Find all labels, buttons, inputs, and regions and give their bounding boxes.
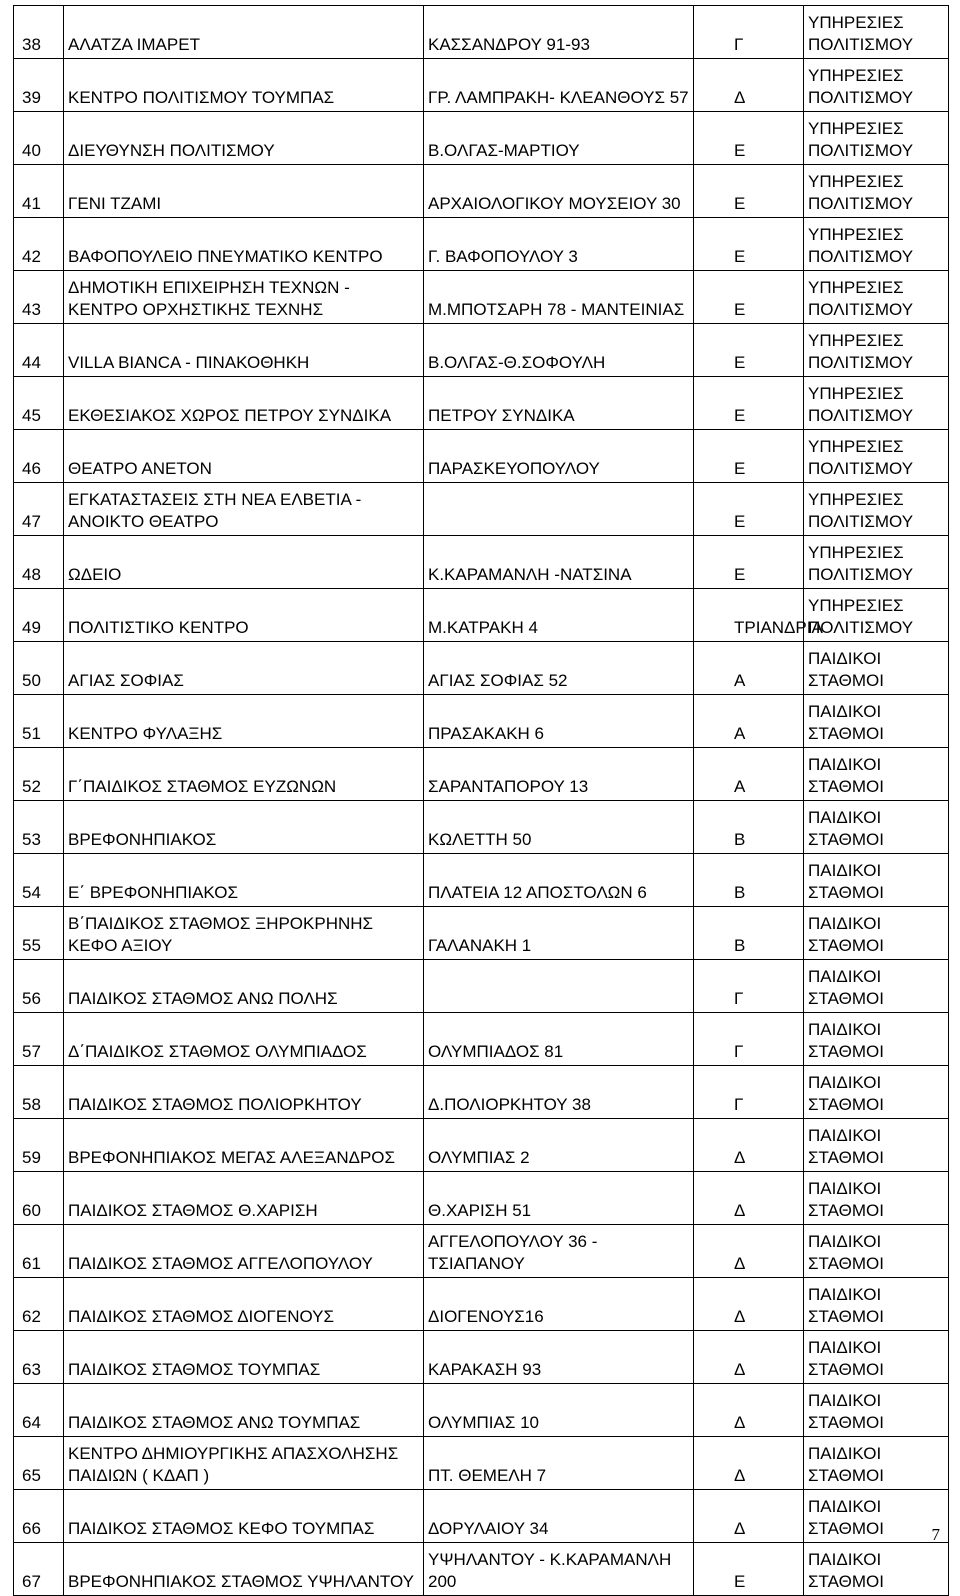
row-number-cell: 54: [14, 854, 64, 907]
table-row: [14, 960, 949, 1013]
facility-name-cell: ΕΓΚΑΤΑΣΤΑΣΕΙΣ ΣΤΗ ΝΕΑ ΕΛΒΕΤΙΑ - ΑΝΟΙΚΤΟ ΘΕΑΤΡΟ: [64, 483, 424, 536]
row-number-cell: 52: [14, 748, 64, 801]
district-cell: Α: [694, 748, 804, 801]
table-row: [14, 1331, 949, 1384]
district-cell: Γ: [694, 1013, 804, 1066]
address-cell: Β.ΟΛΓΑΣ-Θ.ΣΟΦΟΥΛΗ: [424, 324, 694, 377]
district-cell: Ε: [694, 218, 804, 271]
facility-name-cell: ΕΚΘΕΣΙΑΚΟΣ ΧΩΡΟΣ ΠΕΤΡΟΥ ΣΥΝΔΙΚΑ: [64, 377, 424, 430]
facility-name-cell: Ε΄ ΒΡΕΦΟΝΗΠΙΑΚΟΣ: [64, 854, 424, 907]
district-cell: Α: [694, 642, 804, 695]
table-row: [14, 854, 949, 907]
row-number-cell: 41: [14, 165, 64, 218]
row-number-cell: 55: [14, 907, 64, 960]
address-cell: Δ.ΠΟΛΙΟΡΚΗΤΟΥ 38: [424, 1066, 694, 1119]
address-cell: Μ.ΚΑΤΡΑΚΗ 4: [424, 589, 694, 642]
table-row: [14, 589, 949, 642]
district-cell: Β: [694, 801, 804, 854]
district-cell: Δ: [694, 1384, 804, 1437]
service-cell: ΠΑΙΔΙΚΟΙ ΣΤΑΘΜΟΙ: [804, 1384, 949, 1437]
facility-name-cell: ΠΑΙΔΙΚΟΣ ΣΤΑΘΜΟΣ ΚΕΦΟ ΤΟΥΜΠΑΣ: [64, 1490, 424, 1543]
address-cell: ΑΡΧΑΙΟΛΟΓΙΚΟΥ ΜΟΥΣΕΙΟΥ 30: [424, 165, 694, 218]
row-number-cell: 59: [14, 1119, 64, 1172]
table-row: [14, 536, 949, 589]
address-cell: ΓΡ. ΛΑΜΠΡΑΚΗ- ΚΛΕΑΝΘΟΥΣ 57: [424, 59, 694, 112]
table-row: [14, 112, 949, 165]
service-cell: ΠΑΙΔΙΚΟΙ ΣΤΑΘΜΟΙ: [804, 748, 949, 801]
row-number-cell: 51: [14, 695, 64, 748]
page-number: 7: [931, 1525, 940, 1544]
row-number-cell: 60: [14, 1172, 64, 1225]
service-cell: ΠΑΙΔΙΚΟΙ ΣΤΑΘΜΟΙ: [804, 1543, 949, 1596]
district-cell: Β: [694, 854, 804, 907]
row-number-cell: 48: [14, 536, 64, 589]
address-cell: ΟΛΥΜΠΙΑΔΟΣ 81: [424, 1013, 694, 1066]
row-number-cell: 65: [14, 1437, 64, 1490]
address-cell: Γ. ΒΑΦΟΠΟΥΛΟΥ 3: [424, 218, 694, 271]
address-cell: ΑΓΙΑΣ ΣΟΦΙΑΣ 52: [424, 642, 694, 695]
district-cell: Ε: [694, 483, 804, 536]
address-cell: ΥΨΗΛΑΝΤΟΥ - Κ.ΚΑΡΑΜΑΝΛΗ 200: [424, 1543, 694, 1596]
address-cell: ΠΑΡΑΣΚΕΥΟΠΟΥΛΟΥ: [424, 430, 694, 483]
district-cell: Γ: [694, 960, 804, 1013]
district-cell: Ε: [694, 377, 804, 430]
table-row: [14, 748, 949, 801]
facility-name-cell: ΘΕΑΤΡΟ ΑΝΕΤΟΝ: [64, 430, 424, 483]
table-row: [14, 430, 949, 483]
row-number-cell: 62: [14, 1278, 64, 1331]
service-cell: ΥΠΗΡΕΣΙΕΣ ΠΟΛΙΤΙΣΜΟΥ: [804, 6, 949, 59]
facility-name-cell: ΓΕΝΙ ΤΖΑΜΙ: [64, 165, 424, 218]
address-cell: ΚΑΣΣΑΝΔΡΟΥ 91-93: [424, 6, 694, 59]
district-cell: Ε: [694, 536, 804, 589]
row-number-cell: 64: [14, 1384, 64, 1437]
table-row: [14, 1278, 949, 1331]
address-cell: Μ.ΜΠΟΤΣΑΡΗ 78 - ΜΑΝΤΕΙΝΙΑΣ: [424, 271, 694, 324]
facility-name-cell: ΑΓΙΑΣ ΣΟΦΙΑΣ: [64, 642, 424, 695]
facility-name-cell: ΠΑΙΔΙΚΟΣ ΣΤΑΘΜΟΣ ΠΟΛΙΟΡΚΗΤΟΥ: [64, 1066, 424, 1119]
district-cell: Δ: [694, 1119, 804, 1172]
service-cell: ΥΠΗΡΕΣΙΕΣ ΠΟΛΙΤΙΣΜΟΥ: [804, 271, 949, 324]
table-row: [14, 1490, 949, 1543]
address-cell: ΑΓΓΕΛΟΠΟΥΛΟΥ 36 - ΤΣΙΑΠΑΝΟΥ: [424, 1225, 694, 1278]
facilities-table-container: [13, 5, 948, 1596]
service-cell: ΠΑΙΔΙΚΟΙ ΣΤΑΘΜΟΙ: [804, 854, 949, 907]
facility-name-cell: ΠΑΙΔΙΚΟΣ ΣΤΑΘΜΟΣ Θ.ΧΑΡΙΣΗ: [64, 1172, 424, 1225]
service-cell: ΠΑΙΔΙΚΟΙ ΣΤΑΘΜΟΙ: [804, 1066, 949, 1119]
address-cell: Κ.ΚΑΡΑΜΑΝΛΗ -ΝΑΤΣΙΝΑ: [424, 536, 694, 589]
row-number-cell: 61: [14, 1225, 64, 1278]
row-number-cell: 46: [14, 430, 64, 483]
facility-name-cell: ΒΡΕΦΟΝΗΠΙΑΚΟΣ ΜΕΓΑΣ ΑΛΕΞΑΝΔΡΟΣ: [64, 1119, 424, 1172]
facility-name-cell: Δ΄ΠΑΙΔΙΚΟΣ ΣΤΑΘΜΟΣ ΟΛΥΜΠΙΑΔΟΣ: [64, 1013, 424, 1066]
address-cell: ΚΩΛΕΤΤΗ 50: [424, 801, 694, 854]
address-cell: ΠΤ. ΘΕΜΕΛΗ 7: [424, 1437, 694, 1490]
facility-name-cell: ΠΑΙΔΙΚΟΣ ΣΤΑΘΜΟΣ ΑΝΩ ΠΟΛΗΣ: [64, 960, 424, 1013]
facility-name-cell: ΩΔΕΙΟ: [64, 536, 424, 589]
table-row: [14, 6, 949, 59]
facility-name-cell: Γ΄ΠΑΙΔΙΚΟΣ ΣΤΑΘΜΟΣ ΕΥΖΩΝΩΝ: [64, 748, 424, 801]
address-cell: Θ.ΧΑΡΙΣΗ 51: [424, 1172, 694, 1225]
address-cell: [424, 960, 694, 1013]
service-cell: ΥΠΗΡΕΣΙΕΣ ΠΟΛΙΤΙΣΜΟΥ: [804, 112, 949, 165]
address-cell: ΠΛΑΤΕΙΑ 12 ΑΠΟΣΤΟΛΩΝ 6: [424, 854, 694, 907]
facility-name-cell: ΚΕΝΤΡΟ ΠΟΛΙΤΙΣΜΟΥ ΤΟΥΜΠΑΣ: [64, 59, 424, 112]
district-cell: Δ: [694, 1331, 804, 1384]
table-row: [14, 642, 949, 695]
service-cell: ΠΑΙΔΙΚΟΙ ΣΤΑΘΜΟΙ: [804, 1278, 949, 1331]
table-row: [14, 1172, 949, 1225]
row-number-cell: 39: [14, 59, 64, 112]
row-number-cell: 49: [14, 589, 64, 642]
service-cell: ΥΠΗΡΕΣΙΕΣ ΠΟΛΙΤΙΣΜΟΥ: [804, 483, 949, 536]
row-number-cell: 57: [14, 1013, 64, 1066]
address-cell: ΓΑΛΑΝΑΚΗ 1: [424, 907, 694, 960]
facility-name-cell: ΑΛΑΤΖΑ ΙΜΑΡΕΤ: [64, 6, 424, 59]
facility-name-cell: ΔΙΕΥΘΥΝΣΗ ΠΟΛΙΤΙΣΜΟΥ: [64, 112, 424, 165]
facility-name-cell: Β΄ΠΑΙΔΙΚΟΣ ΣΤΑΘΜΟΣ ΞΗΡΟΚΡΗΝΗΣ ΚΕΦΟ ΑΞΙΟΥ: [64, 907, 424, 960]
service-cell: ΠΑΙΔΙΚΟΙ ΣΤΑΘΜΟΙ: [804, 695, 949, 748]
table-row: [14, 1013, 949, 1066]
service-cell: ΥΠΗΡΕΣΙΕΣ ΠΟΛΙΤΙΣΜΟΥ: [804, 165, 949, 218]
row-number-cell: 50: [14, 642, 64, 695]
service-cell: ΥΠΗΡΕΣΙΕΣ ΠΟΛΙΤΙΣΜΟΥ: [804, 324, 949, 377]
address-cell: ΣΑΡΑΝΤΑΠΟΡΟΥ 13: [424, 748, 694, 801]
row-number-cell: 38: [14, 6, 64, 59]
service-cell: ΥΠΗΡΕΣΙΕΣ ΠΟΛΙΤΙΣΜΟΥ: [804, 536, 949, 589]
row-number-cell: 44: [14, 324, 64, 377]
district-cell: Δ: [694, 1225, 804, 1278]
table-row: [14, 1119, 949, 1172]
facility-name-cell: VILLA BIANCA - ΠΙΝΑΚΟΘΗΚΗ: [64, 324, 424, 377]
address-cell: ΟΛΥΜΠΙΑΣ 10: [424, 1384, 694, 1437]
table-row: [14, 377, 949, 430]
district-cell: Β: [694, 907, 804, 960]
table-row: [14, 483, 949, 536]
service-cell: ΠΑΙΔΙΚΟΙ ΣΤΑΘΜΟΙ: [804, 1172, 949, 1225]
address-cell: ΚΑΡΑΚΑΣΗ 93: [424, 1331, 694, 1384]
address-cell: ΠΕΤΡΟΥ ΣΥΝΔΙΚΑ: [424, 377, 694, 430]
table-row: [14, 1543, 949, 1596]
district-cell: Δ: [694, 1278, 804, 1331]
service-cell: ΥΠΗΡΕΣΙΕΣ ΠΟΛΙΤΙΣΜΟΥ: [804, 377, 949, 430]
facility-name-cell: ΒΡΕΦΟΝΗΠΙΑΚΟΣ: [64, 801, 424, 854]
service-cell: ΠΑΙΔΙΚΟΙ ΣΤΑΘΜΟΙ: [804, 960, 949, 1013]
district-cell: Δ: [694, 1437, 804, 1490]
table-row: [14, 324, 949, 377]
district-cell: Ε: [694, 1543, 804, 1596]
row-number-cell: 63: [14, 1331, 64, 1384]
district-cell: Α: [694, 695, 804, 748]
district-cell: Γ: [694, 1066, 804, 1119]
service-cell: ΥΠΗΡΕΣΙΕΣ ΠΟΛΙΤΙΣΜΟΥ: [804, 218, 949, 271]
facility-name-cell: ΚΕΝΤΡΟ ΔΗΜΙΟΥΡΓΙΚΗΣ ΑΠΑΣΧΟΛΗΣΗΣ ΠΑΙΔΙΩΝ ( ΚΔΑΠ ): [64, 1437, 424, 1490]
table-row: [14, 1384, 949, 1437]
service-cell: ΠΑΙΔΙΚΟΙ ΣΤΑΘΜΟΙ: [804, 1437, 949, 1490]
service-cell: ΠΑΙΔΙΚΟΙ ΣΤΑΘΜΟΙ: [804, 1013, 949, 1066]
facility-name-cell: ΚΕΝΤΡΟ ΦΥΛΑΞΗΣ: [64, 695, 424, 748]
district-cell: Ε: [694, 271, 804, 324]
table-row: [14, 695, 949, 748]
service-cell: ΠΑΙΔΙΚΟΙ ΣΤΑΘΜΟΙ: [804, 1490, 949, 1543]
facilities-table: [13, 5, 949, 1596]
service-cell: ΥΠΗΡΕΣΙΕΣ ΠΟΛΙΤΙΣΜΟΥ: [804, 430, 949, 483]
facility-name-cell: ΠΑΙΔΙΚΟΣ ΣΤΑΘΜΟΣ ΤΟΥΜΠΑΣ: [64, 1331, 424, 1384]
district-cell: Ε: [694, 324, 804, 377]
facility-name-cell: ΠΑΙΔΙΚΟΣ ΣΤΑΘΜΟΣ ΑΝΩ ΤΟΥΜΠΑΣ: [64, 1384, 424, 1437]
address-cell: [424, 483, 694, 536]
facility-name-cell: ΒΑΦΟΠΟΥΛΕΙΟ ΠΝΕΥΜΑΤΙΚΟ ΚΕΝΤΡΟ: [64, 218, 424, 271]
service-cell: ΠΑΙΔΙΚΟΙ ΣΤΑΘΜΟΙ: [804, 1331, 949, 1384]
table-row: [14, 271, 949, 324]
row-number-cell: 53: [14, 801, 64, 854]
row-number-cell: 66: [14, 1490, 64, 1543]
row-number-cell: 40: [14, 112, 64, 165]
district-cell: Ε: [694, 112, 804, 165]
table-row: [14, 801, 949, 854]
facility-name-cell: ΠΟΛΙΤΙΣΤΙΚΟ ΚΕΝΤΡΟ: [64, 589, 424, 642]
facility-name-cell: ΔΗΜΟΤΙΚΗ ΕΠΙΧΕΙΡΗΣΗ ΤΕΧΝΩΝ - ΚΕΝΤΡΟ ΟΡΧΗΣΤΙΚΗΣ ΤΕΧΝΗΣ: [64, 271, 424, 324]
address-cell: ΟΛΥΜΠΙΑΣ 2: [424, 1119, 694, 1172]
service-cell: ΠΑΙΔΙΚΟΙ ΣΤΑΘΜΟΙ: [804, 642, 949, 695]
row-number-cell: 56: [14, 960, 64, 1013]
row-number-cell: 47: [14, 483, 64, 536]
service-cell: ΠΑΙΔΙΚΟΙ ΣΤΑΘΜΟΙ: [804, 1119, 949, 1172]
table-row: [14, 1225, 949, 1278]
district-cell: Δ: [694, 59, 804, 112]
table-row: [14, 1066, 949, 1119]
row-number-cell: 42: [14, 218, 64, 271]
table-row: [14, 907, 949, 960]
row-number-cell: 67: [14, 1543, 64, 1596]
facility-name-cell: ΒΡΕΦΟΝΗΠΙΑΚΟΣ ΣΤΑΘΜΟΣ ΥΨΗΛΑΝΤΟΥ: [64, 1543, 424, 1596]
address-cell: ΠΡΑΣΑΚΑΚΗ 6: [424, 695, 694, 748]
table-row: [14, 59, 949, 112]
facility-name-cell: ΠΑΙΔΙΚΟΣ ΣΤΑΘΜΟΣ ΔΙΟΓΕΝΟΥΣ: [64, 1278, 424, 1331]
district-cell: ΤΡΙΑΝΔΡΙΑ: [694, 589, 804, 642]
facility-name-cell: ΠΑΙΔΙΚΟΣ ΣΤΑΘΜΟΣ ΑΓΓΕΛΟΠΟΥΛΟΥ: [64, 1225, 424, 1278]
district-cell: Δ: [694, 1172, 804, 1225]
service-cell: ΠΑΙΔΙΚΟΙ ΣΤΑΘΜΟΙ: [804, 907, 949, 960]
row-number-cell: 45: [14, 377, 64, 430]
table-row: [14, 218, 949, 271]
service-cell: ΥΠΗΡΕΣΙΕΣ ΠΟΛΙΤΙΣΜΟΥ: [804, 59, 949, 112]
address-cell: ΔΙΟΓΕΝΟΥΣ16: [424, 1278, 694, 1331]
table-row: [14, 1437, 949, 1490]
address-cell: ΔΟΡΥΛΑΙΟΥ 34: [424, 1490, 694, 1543]
table-row: [14, 165, 949, 218]
row-number-cell: 58: [14, 1066, 64, 1119]
district-cell: Ε: [694, 430, 804, 483]
address-cell: Β.ΟΛΓΑΣ-ΜΑΡΤΙΟΥ: [424, 112, 694, 165]
row-number-cell: 43: [14, 271, 64, 324]
district-cell: Δ: [694, 1490, 804, 1543]
service-cell: ΥΠΗΡΕΣΙΕΣ ΠΟΛΙΤΙΣΜΟΥ: [804, 589, 949, 642]
service-cell: ΠΑΙΔΙΚΟΙ ΣΤΑΘΜΟΙ: [804, 801, 949, 854]
district-cell: Γ: [694, 6, 804, 59]
service-cell: ΠΑΙΔΙΚΟΙ ΣΤΑΘΜΟΙ: [804, 1225, 949, 1278]
facilities-table-body: [14, 6, 949, 1596]
district-cell: Ε: [694, 165, 804, 218]
